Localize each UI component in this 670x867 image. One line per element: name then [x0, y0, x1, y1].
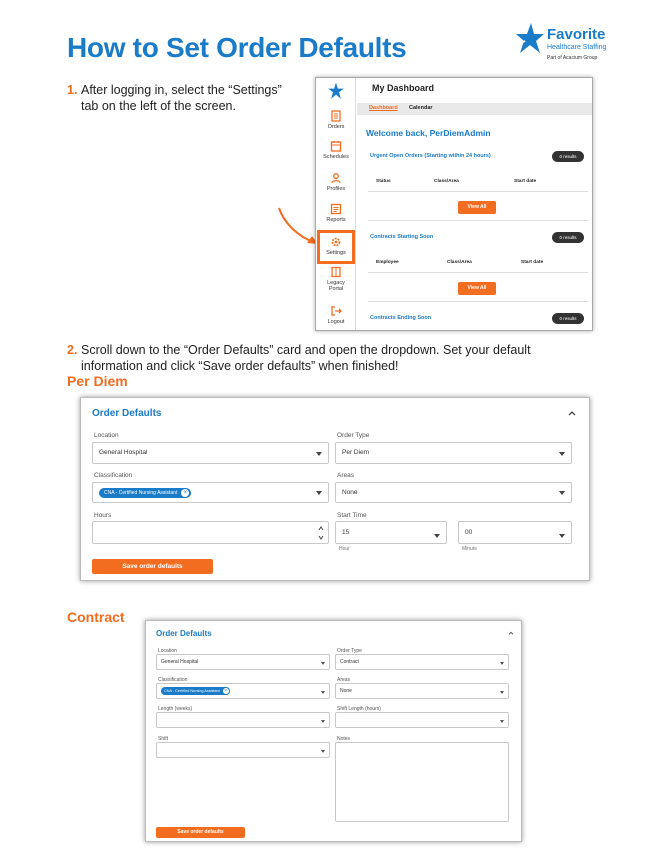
save-order-defaults-button[interactable]: Save order defaults — [92, 559, 213, 574]
chevron-down-icon — [434, 534, 440, 538]
location-select[interactable] — [156, 654, 330, 670]
chevron-down-icon — [559, 491, 565, 495]
chip-label: CNA - Certified Nursing Assistant — [104, 490, 178, 496]
chevron-down-icon — [321, 720, 325, 723]
urgent-orders-title: Urgent Open Orders (Starting within 24 hours) — [370, 153, 491, 159]
classification-label: Classification — [158, 677, 188, 683]
order-type-label: Order Type — [337, 432, 370, 439]
sidebar-item-label: Profiles — [326, 186, 346, 192]
step-2-line-2: information and click “Save order defaults” when finished! — [81, 359, 399, 373]
chevron-down-icon — [316, 452, 322, 456]
star-logo-icon — [515, 22, 545, 58]
classification-select[interactable] — [92, 482, 329, 503]
classification-chip[interactable] — [99, 488, 191, 498]
shift-label: Shift — [158, 736, 169, 742]
areas-label: Areas — [337, 472, 354, 479]
shift-length-select[interactable] — [335, 712, 509, 728]
sidebar-item-label: Logout — [327, 319, 345, 325]
divider — [368, 220, 588, 221]
step-2-number: 2. — [67, 343, 78, 357]
card-title: Order Defaults — [92, 408, 162, 419]
portal-icon — [330, 266, 342, 278]
tab-dashboard[interactable]: Dashboard — [369, 105, 398, 111]
chevron-down-icon — [500, 662, 504, 665]
order-type-value: Per Diem — [342, 449, 370, 456]
view-all-button[interactable]: View All — [458, 201, 496, 214]
sidebar-item-schedules[interactable] — [316, 140, 356, 160]
sidebar-item-label: Portal — [328, 286, 344, 292]
minute-select[interactable] — [458, 521, 572, 544]
chevron-down-icon — [321, 691, 325, 694]
card-title: Order Defaults — [156, 629, 212, 638]
chevron-down-icon — [500, 691, 504, 694]
step-1-number: 1. — [67, 83, 78, 97]
areas-value: None — [342, 489, 358, 496]
areas-value: None — [340, 688, 352, 694]
dashboard-heading: My Dashboard — [372, 83, 435, 93]
chevron-down-icon — [321, 750, 325, 753]
sidebar-item-settings[interactable] — [317, 230, 355, 264]
tab-calendar[interactable]: Calendar — [409, 105, 433, 111]
chip-remove-icon[interactable]: × — [181, 489, 189, 497]
dashboard-screenshot — [315, 77, 593, 331]
step-1-line-1: After logging in, select the “Settings” — [81, 83, 282, 97]
contracts-starting-title: Contracts Starting Soon — [370, 234, 434, 240]
areas-label: Areas — [337, 677, 351, 683]
length-select[interactable] — [156, 712, 330, 728]
minute-hint: Minute — [462, 546, 478, 552]
step-1 — [67, 82, 307, 116]
shift-length-label: Shift Length (hours) — [337, 706, 381, 712]
column-header: Class/Area — [447, 260, 472, 265]
classification-label: Classification — [94, 472, 133, 479]
start-time-label: Start Time — [337, 512, 367, 519]
logo-group: Part of Acacium Group — [547, 55, 598, 61]
column-header: Status — [376, 179, 391, 184]
location-value: General Hospital — [161, 659, 199, 665]
order-defaults-card-per-diem — [80, 397, 590, 581]
save-order-defaults-button[interactable]: Save order defaults — [156, 827, 245, 838]
hour-select[interactable] — [335, 521, 447, 544]
classification-chip[interactable] — [161, 687, 230, 695]
contracts-ending-title: Contracts Ending Soon — [370, 315, 432, 321]
per-diem-heading: Per Diem — [67, 373, 128, 389]
sidebar-item-orders[interactable] — [316, 110, 356, 130]
chevron-down-icon — [559, 534, 565, 538]
page-title: How to Set Order Defaults — [67, 32, 407, 63]
contract-heading: Contract — [67, 609, 125, 625]
chevron-up-icon[interactable] — [568, 410, 576, 416]
welcome-message: Welcome back, PerDiemAdmin — [366, 128, 491, 138]
sidebar-item-label: Orders — [327, 124, 345, 130]
sidebar-item-reports[interactable] — [316, 203, 356, 223]
sidebar — [316, 78, 356, 331]
step-2 — [67, 342, 627, 376]
order-type-select[interactable] — [335, 654, 509, 670]
results-badge: 0 results — [552, 232, 584, 243]
chip-remove-icon[interactable]: × — [224, 688, 228, 694]
location-value: General Hospital — [99, 449, 148, 456]
chevron-down-icon — [500, 720, 504, 723]
calendar-icon — [330, 140, 342, 152]
chevron-up-icon[interactable] — [508, 631, 514, 635]
chevron-down-icon — [321, 662, 325, 665]
sidebar-item-logout[interactable] — [316, 305, 356, 325]
order-type-value: Contract — [340, 659, 359, 665]
logo-subtitle: Healthcare Staffing — [547, 44, 607, 51]
column-header: Start date — [521, 260, 544, 265]
person-icon — [330, 172, 342, 184]
notes-label: Notes — [337, 736, 351, 742]
order-type-select[interactable] — [335, 442, 572, 464]
chip-label: CNA - Certified Nursing Assistant — [164, 689, 220, 693]
chevron-down-icon — [316, 491, 322, 495]
divider — [368, 301, 588, 302]
logo-brand: Favorite — [547, 26, 606, 43]
logout-icon — [330, 305, 342, 317]
chevron-down-icon — [559, 452, 565, 456]
gear-icon — [330, 236, 342, 248]
hours-label: Hours — [94, 512, 112, 519]
stepper-icon[interactable] — [318, 525, 324, 541]
sidebar-item-profiles[interactable] — [316, 172, 356, 192]
sidebar-item-label: Legacy — [327, 280, 345, 286]
areas-select[interactable] — [335, 482, 572, 503]
sidebar-item-legacy-portal[interactable] — [316, 266, 356, 292]
location-label: Location — [94, 432, 119, 439]
sidebar-item-label: Schedules — [323, 154, 349, 160]
divider — [368, 191, 588, 192]
results-badge: 0 results — [552, 313, 584, 324]
hour-value: 15 — [342, 529, 350, 536]
areas-select[interactable] — [335, 683, 509, 699]
star-logo-icon — [327, 82, 345, 100]
column-header: Start date — [514, 179, 537, 184]
clipboard-icon — [330, 110, 342, 122]
location-label: Location — [158, 648, 177, 654]
notes-textarea[interactable] — [335, 742, 509, 822]
results-badge: 0 results — [552, 151, 584, 162]
sidebar-item-label: Settings — [326, 250, 346, 256]
column-header: Employee — [376, 260, 399, 265]
report-icon — [330, 203, 342, 215]
hours-input[interactable] — [92, 521, 329, 544]
hour-hint: Hour — [339, 546, 350, 552]
step-1-line-2: tab on the left of the screen. — [81, 99, 236, 113]
step-2-line-1: Scroll down to the “Order Defaults” card and open the dropdown. Set your default — [81, 343, 531, 357]
company-logo — [515, 22, 625, 66]
column-header: Class/Area — [434, 179, 459, 184]
sidebar-item-label: Reports — [326, 217, 346, 223]
location-select[interactable] — [92, 442, 329, 464]
divider — [368, 272, 588, 273]
view-all-button[interactable]: View All — [458, 282, 496, 295]
shift-select[interactable] — [156, 742, 330, 758]
dashboard-tabs — [357, 103, 593, 115]
order-type-label: Order Type — [337, 648, 362, 654]
classification-select[interactable] — [156, 683, 330, 699]
minute-value: 00 — [465, 529, 473, 536]
order-defaults-card-contract — [145, 620, 522, 842]
length-label: Length (weeks) — [158, 706, 193, 712]
